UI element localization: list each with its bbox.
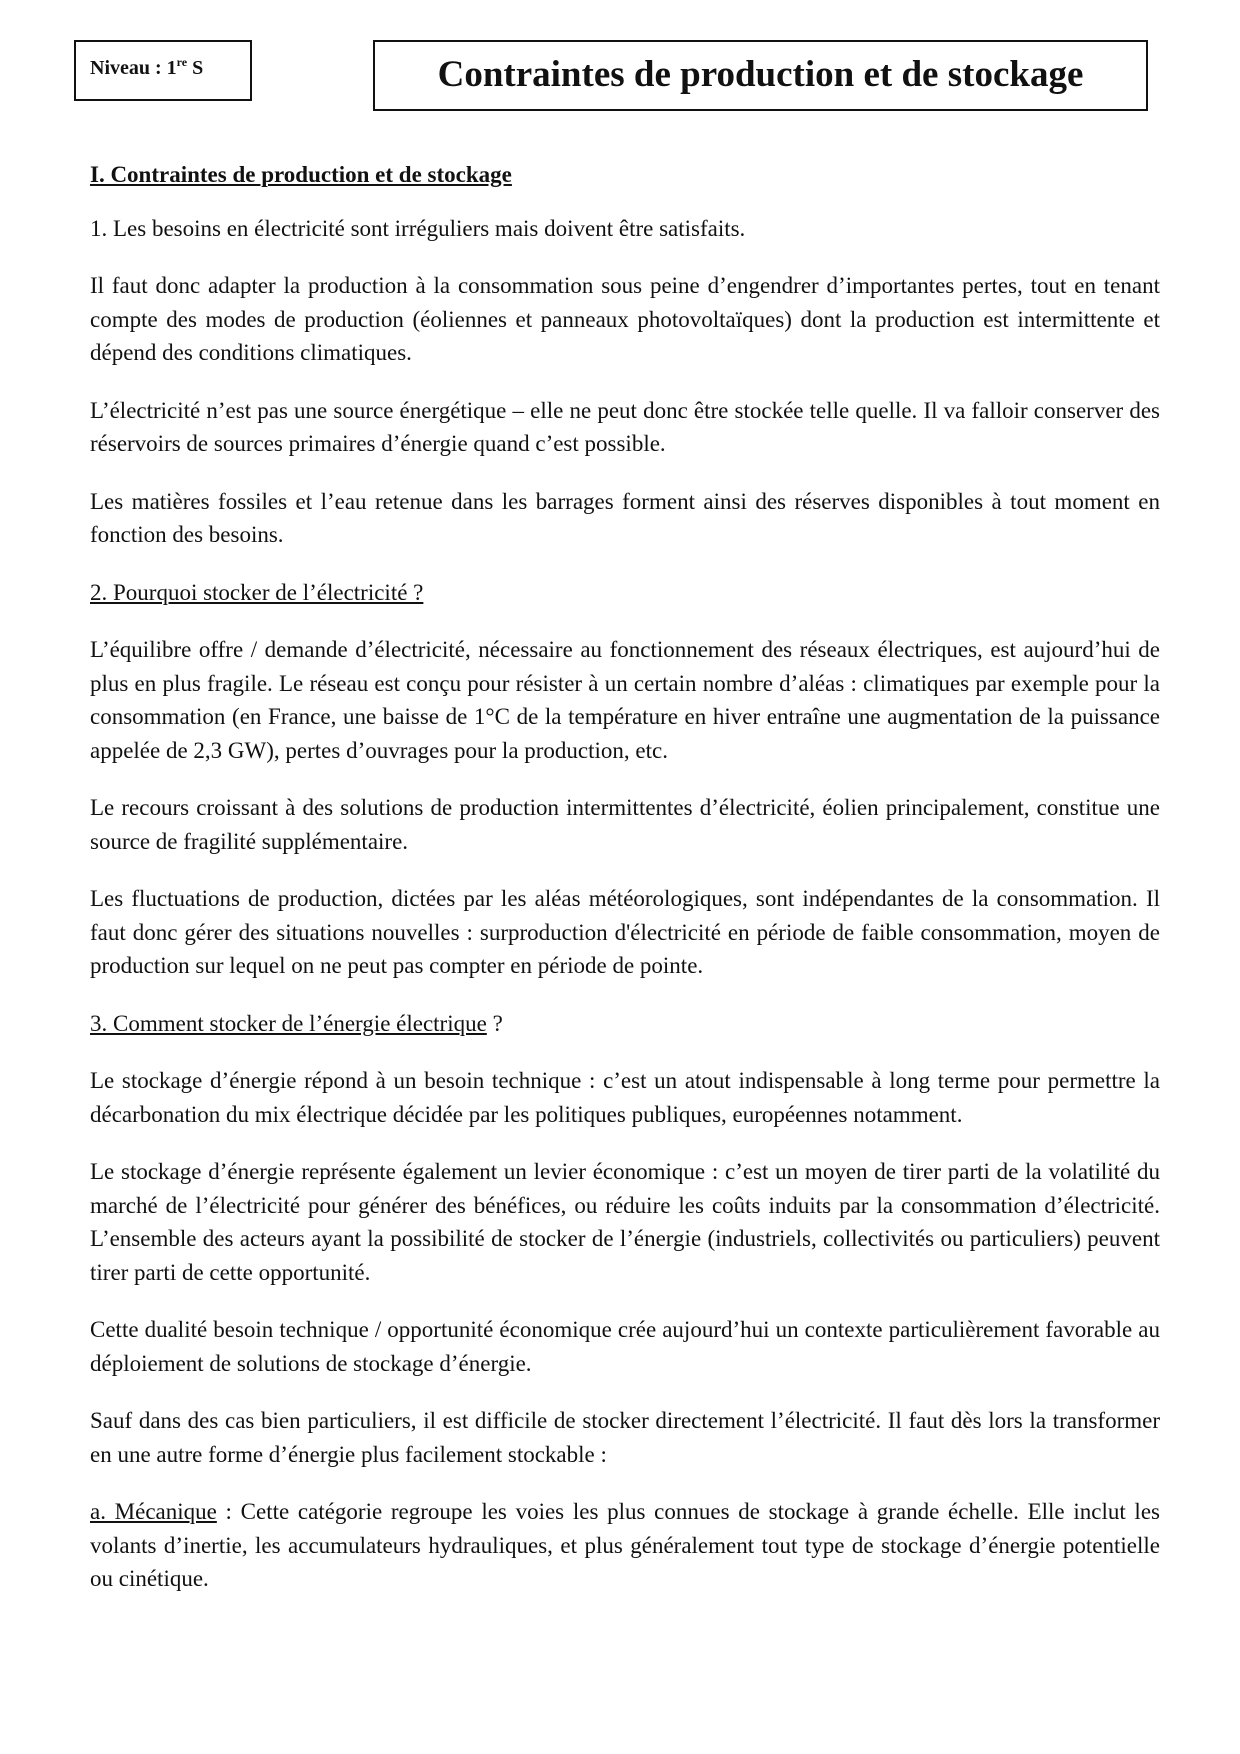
level-suffix: S	[187, 57, 204, 79]
section-3-heading-suffix: ?	[486, 1010, 503, 1036]
document-body	[90, 158, 1160, 1620]
level-sup: re	[176, 55, 188, 69]
section-2-paragraph-2: Le recours croissant à des solutions de production intermittentes d’électricité, éolien principalement, constitue une source de fragilité supplémentaire.	[90, 795, 1160, 854]
section-3-paragraph-2: Le stockage d’énergie représente également un levier économique : c’est un moyen de tirer parti de la volatilité du marché de l’électricité pour générer des bénéfices, ou réduire les coûts induits par la consommation d’électricité. L’ensemble des acteurs ayant la possibilité de stocker de l’énergie (industriels, collectivités ou particuliers) peuvent tirer parti de cette opportunité.	[90, 1159, 1160, 1285]
page-title: Contraintes de production et de stockage	[373, 40, 1148, 111]
section-3-paragraph-1: Le stockage d’énergie répond à un besoin technique : c’est un atout indispensable à long terme pour permettre la décarbonation du mix électrique décidée par les politiques publiques, européennes notamment.	[90, 1068, 1160, 1127]
section-2-paragraph-3: Les fluctuations de production, dictées par les aléas météorologiques, sont indépendantes de la consommation. Il faut donc gérer des situations nouvelles : surproduction d'électricité en période de faible consommation, moyen de production sur lequel on ne peut pas compter en période de pointe.	[90, 886, 1160, 978]
section-3-item-a	[90, 1495, 1160, 1596]
section-1-heading-text: I. Contraintes de production et de stockage	[90, 162, 512, 187]
section-1-paragraph-4: Les matières fossiles et l’eau retenue dans les barrages forment ainsi des réserves disponibles à tout moment en fonction des besoins.	[90, 488, 1160, 547]
section-2-paragraph-1: L’équilibre offre / demande d’électricité, nécessaire au fonctionnement des réseaux électriques, est aujourd’hui de plus en plus fragile. Le réseau est conçu pour résister à un certain nombre d’aléas : climatiques par exemple pour la consommation (en France, une baisse de 1°C de la température en hiver entraîne une augmentation de la puissance appelée de 2,3 GW), pertes d’ouvrages pour la production, etc.	[90, 637, 1160, 763]
level-box	[74, 40, 252, 101]
section-3-heading-text: 3. Comment stocker de l’énergie électrique	[90, 1010, 487, 1036]
item-a-text: : Cette catégorie regroupe les voies les plus connues de stockage à grande échelle. Elle inclut les volants d’inertie, les accumulateurs hydrauliques, et plus généralement tout type de stockage d’énergie potentielle ou cinétique.	[90, 1499, 1160, 1591]
section-1-paragraph-3: L’électricité n’est pas une source énergétique – elle ne peut donc être stockée telle quelle. Il va falloir conserver des réservoirs de sources primaires d’énergie quand c’est possible.	[90, 397, 1160, 456]
section-2-heading	[90, 576, 1160, 610]
item-a-label: a. Mécanique	[90, 1499, 217, 1524]
section-2-heading-text: 2. Pourquoi stocker de l’électricité ?	[90, 579, 424, 605]
section-1-paragraph-1: 1. Les besoins en électricité sont irréguliers mais doivent être satisfaits.	[90, 215, 746, 241]
level-prefix: Niveau : 1	[90, 57, 177, 79]
section-3-paragraph-4: Sauf dans des cas bien particuliers, il est difficile de stocker directement l’électricité. Il faut dès lors la transformer en une autre forme d’énergie plus facilement stockable :	[90, 1408, 1160, 1467]
section-1-paragraph-2: Il faut donc adapter la production à la consommation sous peine d’engendrer d’importantes pertes, tout en tenant compte des modes de production (éoliennes et panneaux photovoltaïques) dont la production est intermittente et dépend des conditions climatiques.	[90, 273, 1160, 365]
section-1-heading	[90, 158, 1160, 192]
section-3-paragraph-3: Cette dualité besoin technique / opportunité économique crée aujourd’hui un contexte particulièrement favorable au déploiement de solutions de stockage d’énergie.	[90, 1317, 1160, 1376]
section-3-heading	[90, 1007, 1160, 1041]
